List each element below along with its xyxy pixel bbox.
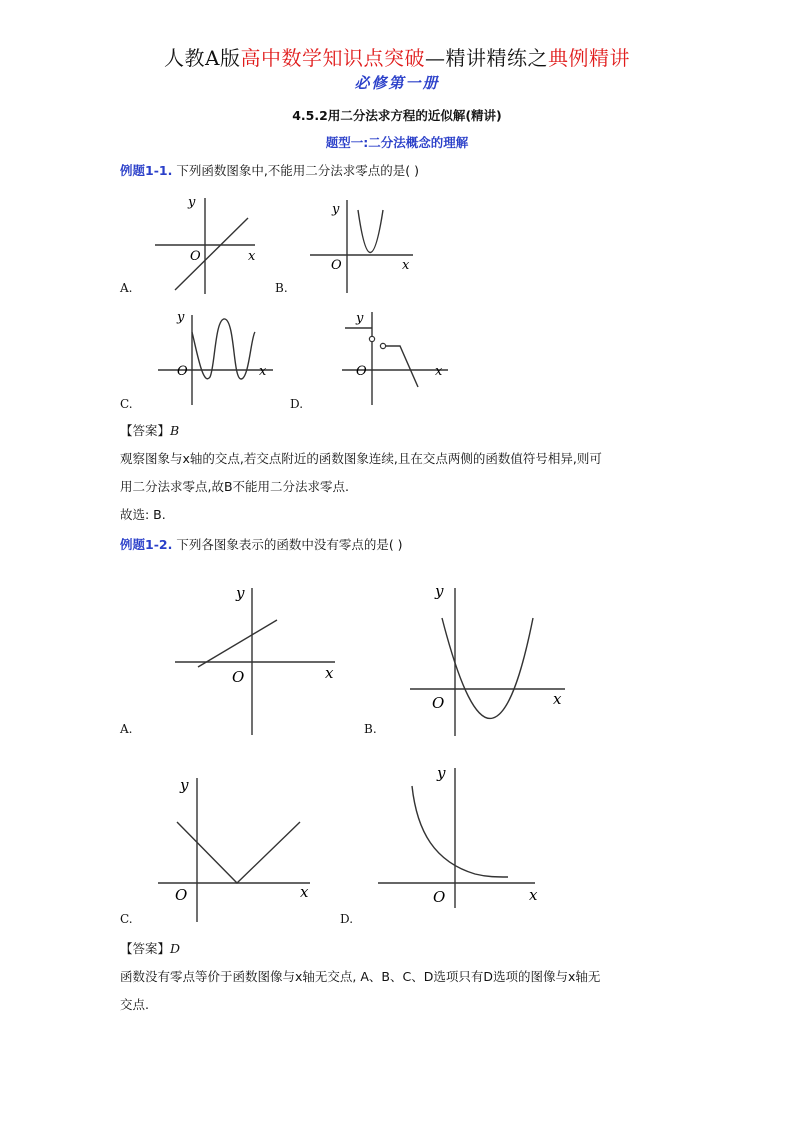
x-label: x [248,249,256,264]
document-header [0,42,794,71]
open-point-2 [380,343,385,348]
header-highlight-1: 高中数学知识点突破 [240,46,425,70]
origin-label: O [190,249,201,264]
y-label: y [332,202,340,217]
function-curve [358,210,383,253]
q2-graph-a [170,580,345,740]
function-curve [198,620,277,667]
question-2 [120,535,403,553]
q1-explain-line-1: 观察图象与x轴的交点,若交点附近的函数图象连续,且在交点两侧的函数值符号相异,则可 [120,451,602,466]
q1-graph-d [340,307,455,407]
header-middle: —精讲精练之 [424,46,548,70]
question-2-text: 下列各图象表示的函数中没有零点的是( ) [176,537,403,552]
y-label: y [356,311,364,326]
question-1 [120,161,419,179]
y-label: y [188,195,196,210]
q2-answer-line [120,935,680,963]
y-label: y [177,310,185,325]
q1-option-a: A. [120,281,133,295]
question-1-text: 下列函数图象中,不能用二分法求零点的是( ) [176,163,420,178]
origin-label: O [356,364,367,379]
answer-value: D [170,941,181,956]
answer-prefix: 【答案】 [120,941,171,956]
origin-label: O [433,888,446,906]
function-curve [177,822,300,883]
x-label: x [325,664,334,682]
y-label: y [435,582,444,600]
q2-option-c: C. [120,912,133,926]
q1-choose-line: 故选: B. [120,507,166,522]
origin-label: O [177,364,188,379]
y-label: y [236,584,245,602]
header-prefix: 人教A版 [164,46,241,70]
answer-value: B [170,423,180,438]
q1-graph-b [305,195,420,295]
q2-option-a: A. [120,722,133,736]
q2-explain-line-2: 交点. [120,997,149,1012]
section-title: 4.5.2用二分法求方程的近似解(精讲) [292,108,502,123]
function-curve [175,218,248,290]
q1-option-d: D. [290,397,304,411]
q2-graph-b [405,578,575,740]
x-label: x [300,883,309,901]
q1-graph-a [150,190,270,295]
origin-label: O [432,694,445,712]
function-curve [412,786,508,877]
origin-label: O [175,886,188,904]
x-label: x [553,690,562,708]
q2-graph-d [375,762,550,912]
x-label: x [435,364,443,379]
q1-explain-line-2: 用二分法求零点,故B不能用二分法求零点. [120,479,350,494]
x-label: x [402,258,410,273]
q1-graph-c [155,307,280,407]
q2-explain-line-1: 函数没有零点等价于函数图像与x轴无交点, A、B、C、D选项只有D选项的图像与x轴无 [120,969,601,984]
subtitle: 必修第一册 [354,74,440,92]
answer-prefix: 【答案】 [120,423,171,438]
q1-option-c: C. [120,397,133,411]
q1-option-b: B. [275,281,288,295]
x-label: x [259,364,267,379]
origin-label: O [232,668,245,686]
origin-label: O [331,258,342,273]
q2-answer-block [120,935,680,1019]
question-2-label: 例题1-2. [120,537,173,552]
q1-answer-line [120,417,680,445]
y-label: y [180,776,189,794]
open-point-1 [369,336,374,341]
header-highlight-2: 典例精讲 [547,46,630,70]
y-label: y [437,764,446,782]
x-label: x [529,886,538,904]
q2-graph-c [155,770,320,925]
q2-option-d: D. [340,912,354,926]
question-1-label: 例题1-1. [120,163,173,178]
function-curve [386,346,419,387]
topic-title: 题型一:二分法概念的理解 [325,135,469,150]
q2-option-b: B. [364,722,377,736]
q1-answer-block [120,417,680,529]
